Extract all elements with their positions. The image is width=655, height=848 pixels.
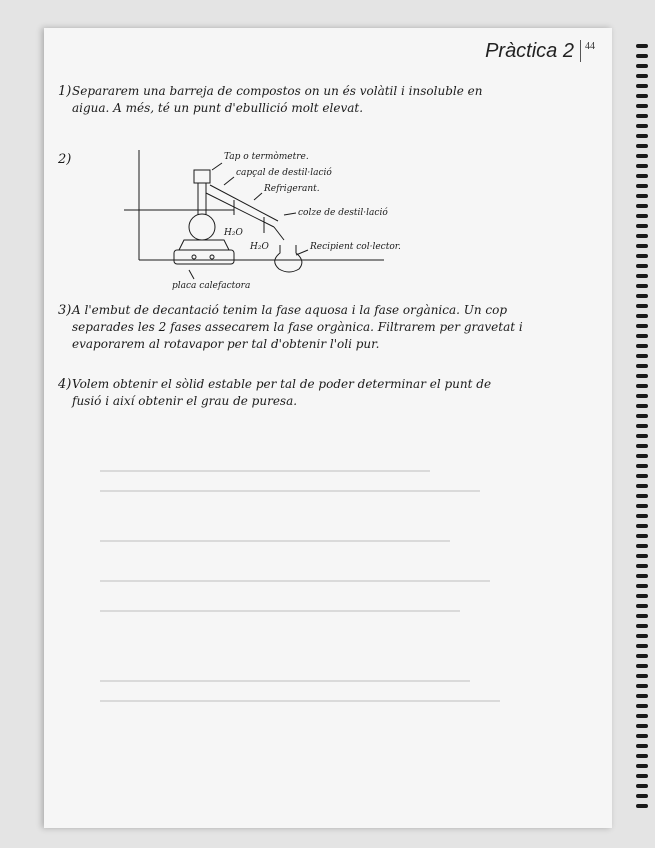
- spiral-coil: [636, 634, 648, 638]
- page-number: 44: [580, 40, 595, 62]
- spiral-coil: [636, 64, 648, 68]
- spiral-coil: [636, 644, 648, 648]
- bleed-through-line: [100, 490, 480, 492]
- spiral-coil: [636, 674, 648, 678]
- spiral-coil: [636, 284, 648, 288]
- spiral-coil: [636, 74, 648, 78]
- answer-number-4: 4): [58, 377, 72, 392]
- answer-number-1: 1): [58, 84, 72, 99]
- spiral-coil: [636, 234, 648, 238]
- spiral-coil: [636, 164, 648, 168]
- spiral-coil: [636, 744, 648, 748]
- label-refrigerant: Refrigerant.: [264, 184, 320, 194]
- spiral-coil: [636, 214, 648, 218]
- spiral-coil: [636, 264, 648, 268]
- spiral-coil: [636, 184, 648, 188]
- answer-number-3: 3): [58, 303, 72, 318]
- spiral-coil: [636, 274, 648, 278]
- spiral-coil: [636, 94, 648, 98]
- spiral-coil: [636, 534, 648, 538]
- page-title: Pràctica 2: [485, 40, 574, 62]
- spiral-coil: [636, 414, 648, 418]
- spiral-coil: [636, 664, 648, 668]
- bleed-through-line: [100, 610, 460, 612]
- bleed-through-line: [100, 540, 450, 542]
- spiral-coil: [636, 554, 648, 558]
- answer-3-text: A l'embut de decantació tenim la fase aquosa i la fase orgànica. Un cop separades les 2 fases assecarem la fase orgànica. Filtrarem per gravetat i evaporarem al rotavapor per tal d'obtenir l'oli pur.: [72, 303, 523, 351]
- spiral-coil: [636, 224, 648, 228]
- spiral-coil: [636, 594, 648, 598]
- label-h2o-in: H₂O: [224, 228, 243, 238]
- label-recipient: Recipient col·lector.: [310, 242, 401, 252]
- label-colze: colze de destil·lació: [298, 208, 388, 218]
- spiral-coil: [636, 394, 648, 398]
- bleed-through-line: [100, 580, 490, 582]
- spiral-coil: [636, 154, 648, 158]
- spiral-coil: [636, 254, 648, 258]
- spiral-coil: [636, 244, 648, 248]
- spiral-coil: [636, 494, 648, 498]
- spiral-coil: [636, 614, 648, 618]
- spiral-coil: [636, 304, 648, 308]
- spiral-coil: [636, 714, 648, 718]
- spiral-coil: [636, 764, 648, 768]
- bleed-through-line: [100, 700, 500, 702]
- spiral-coil: [636, 694, 648, 698]
- answer-4-text: Volem obtenir el sòlid estable per tal de poder determinar el punt de fusió i així obtenir el grau de puresa.: [72, 377, 492, 408]
- bleed-through-line: [100, 470, 430, 472]
- spiral-coil: [636, 144, 648, 148]
- round-flask: [189, 214, 215, 240]
- answer-number-2: 2): [58, 152, 72, 167]
- label-h2o-out: H₂O: [250, 242, 269, 252]
- distillation-diagram: [84, 145, 444, 295]
- spiral-coil: [636, 384, 648, 388]
- spiral-coil: [636, 574, 648, 578]
- spiral-coil: [636, 784, 648, 788]
- spiral-coil: [636, 124, 648, 128]
- collector-flask: [275, 245, 302, 272]
- spiral-coil: [636, 584, 648, 588]
- spiral-coil: [636, 294, 648, 298]
- spiral-coil: [636, 464, 648, 468]
- spiral-coil: [636, 204, 648, 208]
- answer-1-text: Separarem una barreja de compostos on un és volàtil i insoluble en aigua. A més, té un punt d'ebullició molt elevat.: [72, 84, 483, 115]
- label-capcal: capçal de destil·lació: [236, 168, 332, 178]
- label-tap: Tap o termòmetre.: [224, 152, 309, 162]
- spiral-coil: [636, 484, 648, 488]
- spiral-coil: [636, 724, 648, 728]
- spiral-coil: [636, 334, 648, 338]
- page-header: [485, 40, 595, 63]
- spiral-coil: [636, 704, 648, 708]
- spiral-binding: [635, 40, 649, 810]
- spiral-coil: [636, 624, 648, 628]
- spiral-coil: [636, 54, 648, 58]
- spiral-coil: [636, 454, 648, 458]
- spiral-coil: [636, 364, 648, 368]
- distillation-head: [194, 170, 210, 183]
- spiral-coil: [636, 374, 648, 378]
- spiral-coil: [636, 104, 648, 108]
- spiral-coil: [636, 194, 648, 198]
- spiral-coil: [636, 654, 648, 658]
- spiral-coil: [636, 84, 648, 88]
- spiral-coil: [636, 734, 648, 738]
- spiral-coil: [636, 514, 648, 518]
- spiral-coil: [636, 564, 648, 568]
- spiral-coil: [636, 324, 648, 328]
- spiral-coil: [636, 804, 648, 808]
- spiral-coil: [636, 404, 648, 408]
- spiral-coil: [636, 774, 648, 778]
- heating-plate: [179, 240, 229, 250]
- spiral-coil: [636, 794, 648, 798]
- spiral-coil: [636, 134, 648, 138]
- spiral-coil: [636, 354, 648, 358]
- spiral-coil: [636, 114, 648, 118]
- spiral-coil: [636, 424, 648, 428]
- spiral-coil: [636, 444, 648, 448]
- spiral-coil: [636, 524, 648, 528]
- spiral-coil: [636, 754, 648, 758]
- spiral-coil: [636, 474, 648, 478]
- spiral-coil: [636, 604, 648, 608]
- spiral-coil: [636, 344, 648, 348]
- spiral-coil: [636, 684, 648, 688]
- spiral-coil: [636, 434, 648, 438]
- spiral-coil: [636, 504, 648, 508]
- spiral-coil: [636, 174, 648, 178]
- label-placa: placa calefactora: [172, 281, 251, 291]
- spiral-coil: [636, 314, 648, 318]
- bleed-through-line: [100, 680, 470, 682]
- spiral-coil: [636, 544, 648, 548]
- spiral-coil: [636, 44, 648, 48]
